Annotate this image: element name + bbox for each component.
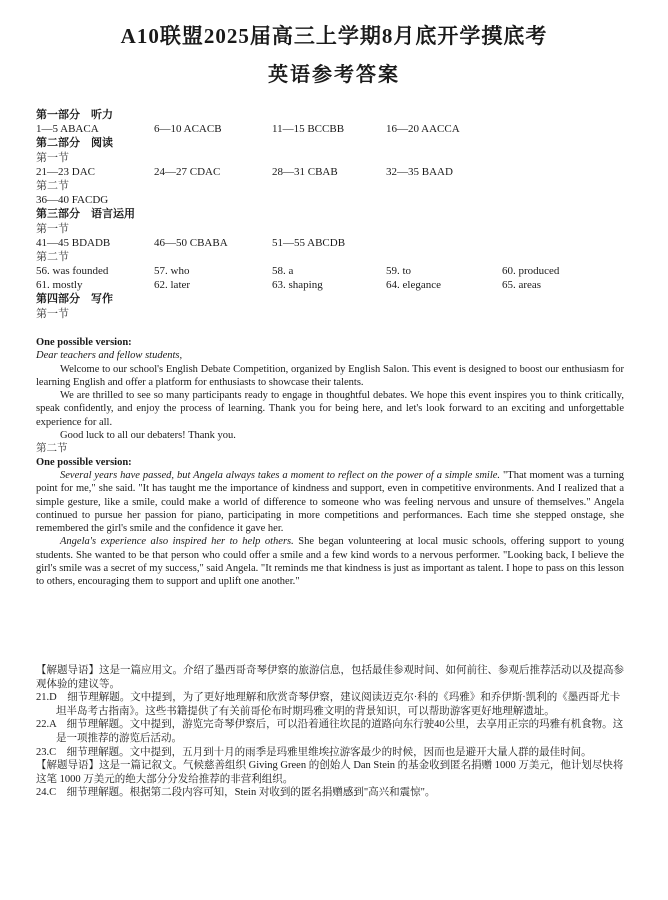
section-heading: 第二节 — [36, 443, 68, 455]
part-heading: 第二部分 阅读 — [36, 137, 113, 150]
explanation-item: 22.A 细节理解题。文中提到，游览完奇琴伊察后，可以沿着通往坎昆的道路向东行驶40公里，去享用正宗的玛雅有机食物。这是一项推荐的游览后活动。 — [36, 719, 624, 744]
essay-paragraph — [36, 535, 624, 588]
answer-row — [36, 264, 636, 278]
essay-paragraph: Good luck to all our debaters! Thank you. — [60, 430, 236, 442]
explanation-intro: 【解题导语】这是一篇应用文。介绍了墨西哥奇琴伊察的旅游信息，包括最佳参观时间、如何前往、参观后推荐活动以及提高参观体验的建议等。 — [36, 665, 624, 690]
answer-row — [36, 193, 636, 207]
answer-cell: 11—15 BCCBB — [272, 123, 345, 136]
answer-row — [36, 165, 636, 179]
sample-essays — [36, 336, 624, 589]
answer-cell: 28—31 CBAB — [272, 165, 338, 178]
answer-cell: 60. produced — [502, 265, 560, 278]
explanation-item: 21.D 细节理解题。文中提到，为了更好地理解和欣赏奇琴伊察，建议阅读迈克尔·科的《玛雅》和乔伊斯·凯利的《墨西哥尤卡坦半岛考古指南》。这些书籍提供了有关前哥伦布时期玛雅文明的背景知识，可以帮助游客更好地理解遗址。 — [36, 692, 621, 717]
essay-paragraph — [36, 469, 624, 535]
essay-greeting: Dear teachers and fellow students, — [36, 350, 183, 362]
essay-text: She began volunteering at local music schools, offering support to young students. She wanted to be that person who could offer a smile and a few kind words to a nervous performer. "Looking back, I believe the girl's smile was a secret of my success," said Angela. "It reminds me that kindness is just as important as talent. I hope to pass on this lesson to others, encouraging them to support and uplift one another." — [36, 536, 625, 588]
part-heading: 第四部分 写作 — [36, 293, 113, 306]
essay-text: "That moment was a turning point for me," she said. "It has taught me the importance of kindness and support, even in competitive environments. And I realized that a simple gesture, like a smile, could make a world of difference to someone who was feeling nervous and unsure of themselves." Angela continued to pursue her passion for piano, participating in more competitions and performances. Each time she stepped onstage, she remembered the girl's smile and the confidence it gave her. — [36, 469, 624, 535]
answer-cell: 58. a — [272, 265, 294, 278]
explanations — [36, 664, 624, 800]
answer-cell: 61. mostly — [36, 279, 83, 292]
essay-heading: One possible version: — [36, 337, 132, 348]
part-heading: 第三部分 语言运用 — [36, 208, 135, 221]
essay-opening-sentence: Angela's experience also inspired her to help others. — [60, 536, 294, 548]
essay-heading: One possible version: — [36, 456, 132, 468]
answer-cell: 65. areas — [502, 279, 542, 292]
answer-cell: 57. who — [154, 265, 190, 278]
answer-row — [36, 236, 636, 250]
answer-cell: 16—20 AACCA — [386, 123, 460, 136]
section-heading: 第一节 — [36, 307, 69, 320]
answer-cell: 41—45 BDADB — [36, 236, 111, 249]
explanation-item: 24.C 细节理解题。根据第二段内容可知，Stein 对收到的匿名捐赠感到"高兴和震惊"。 — [36, 787, 436, 799]
essay-paragraph: Welcome to our school's English Debate Competition, organized by English Salon. This event is designed to boost our enthusiasm for learning English and offer a platform for enthusiasts to showcase their talents. — [36, 363, 624, 388]
section-heading: 第二节 — [36, 250, 69, 263]
section-heading: 第一节 — [36, 222, 69, 235]
answer-cell: 46—50 CBABA — [154, 236, 228, 249]
answer-cell: 63. shaping — [272, 279, 323, 292]
explanation-item: 23.C 细节理解题。文中提到，五月到十月的雨季是玛雅里维埃拉游客最少的时候，因而也是避开大量人群的最佳时间。 — [36, 746, 592, 758]
answer-cell: 32—35 BAAD — [386, 165, 453, 178]
page-subtitle: 英语参考答案 — [268, 64, 400, 86]
answer-cell: 21—23 DAC — [36, 165, 95, 178]
part-heading: 第一部分 听力 — [36, 109, 113, 121]
answer-cell: 59. to — [386, 265, 412, 278]
answer-cell: 6—10 ACACB — [154, 123, 222, 136]
answer-cell: 24—27 CDAC — [154, 165, 221, 178]
answer-key — [36, 108, 636, 321]
explanation-intro: 【解题导语】这是一篇记叙文。气候慈善组织 Giving Green 的创始人 Dan Stein 的基金收到匿名捐赠 1000 万美元，他计划尽快将这笔 1000 万美元的绝大部分分发给推荐的非营利组织。 — [36, 760, 624, 785]
essay-opening-sentence: Several years have passed, but Angela always takes a moment to reflect on the power of a simple smile. — [60, 469, 501, 481]
section-heading: 第一节 — [36, 151, 69, 164]
answer-cell: 51—55 ABCDB — [272, 236, 346, 249]
essay-paragraph: We are thrilled to see so many participants ready to engage in thoughtful debates. We hope this event inspires you to think critically, speak confidently, and enjoy the process of learning. Thank you for being here, and let's look forward to an exciting and unforgettable experience for all. — [36, 390, 624, 428]
answer-cell: 36—40 FACDG — [36, 194, 109, 207]
answer-cell: 64. elegance — [386, 279, 441, 292]
page-title: A10联盟2025届高三上学期8月底开学摸底考 — [120, 24, 548, 48]
answer-cell: 56. was founded — [36, 265, 109, 278]
answer-row — [36, 278, 636, 292]
answer-row — [36, 122, 636, 136]
section-heading: 第二节 — [36, 179, 69, 192]
answer-cell: 1—5 ABACA — [36, 123, 99, 136]
answer-cell: 62. later — [154, 279, 191, 292]
